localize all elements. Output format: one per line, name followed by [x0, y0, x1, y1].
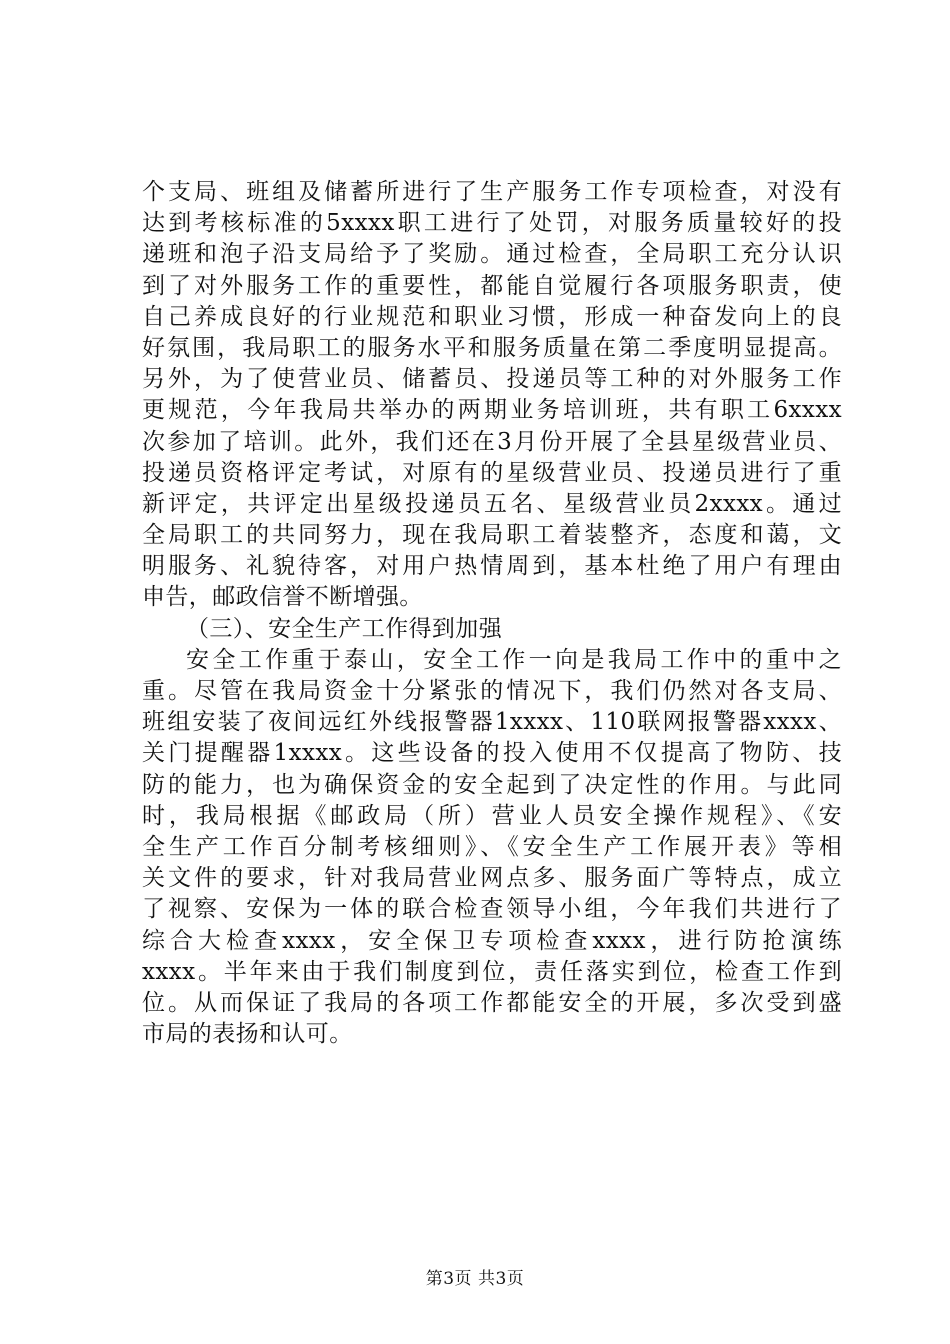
text-line: 防的能力，也为确保资金的安全起到了决定性的作用。与此同: [142, 771, 842, 798]
text-line: 时，我局根据《邮政局（所）营业人员安全操作规程》、《安: [142, 802, 842, 829]
text-line: 关门提醒器1xxxx。这些设备的投入使用不仅提高了物防、技: [142, 740, 842, 767]
text-line: 安全工作重于泰山，安全工作一向是我局工作中的重中之: [186, 646, 842, 673]
text-line: 关文件的要求，针对我局营业网点多、服务面广等特点，成立: [142, 865, 842, 892]
text-line: 重。尽管在我局资金十分紧张的情况下，我们仍然对各支局、: [142, 678, 842, 704]
text-line: 位。从而保证了我局的各项工作都能安全的开展，多次受到盛: [142, 989, 842, 1016]
document-body: [142, 177, 842, 1050]
text-line: 个支局、班组及储蓄所进行了生产服务工作专项检查，对没有: [142, 179, 842, 205]
text-line: 明服务、礼貌待客，对用户热情周到，基本杜绝了用户有理由: [142, 553, 842, 580]
text-line: 了视察、安保为一体的联合检查领导小组，今年我们共进行了: [142, 896, 842, 923]
text-line: xxxx。半年来由于我们制度到位，责任落实到位，检查工作到: [142, 958, 842, 985]
text-line: 好氛围，我局职工的服务水平和服务质量在第二季度明显提高。: [142, 334, 842, 361]
text-line: 投递员资格评定考试，对原有的星级营业员、投递员进行了重: [142, 459, 842, 486]
text-line: 全生产工作百分制考核细则》、《安全生产工作展开表》等相: [142, 833, 842, 860]
text-line: 自己养成良好的行业规范和职业习惯，形成一种奋发向上的良: [142, 303, 842, 330]
section-heading: （三）、安全生产工作得到加强: [186, 615, 503, 642]
text-line: 另外，为了使营业员、储蓄员、投递员等工种的对外服务工作: [142, 366, 842, 393]
text-line: 班组安装了夜间远红外线报警器1xxxx、110联网报警器xxxx、: [142, 709, 842, 736]
text-line: 更规范，今年我局共举办的两期业务培训班，共有职工6xxxx: [142, 397, 842, 424]
page-footer: 第3页 共3页: [425, 1269, 525, 1289]
text-line: 申告，邮政信誉不断增强。: [142, 584, 423, 611]
text-line: 递班和泡子沿支局给予了奖励。通过检查，全局职工充分认识: [142, 241, 842, 268]
text-line: 达到考核标准的5xxxx职工进行了处罚，对服务质量较好的投: [142, 210, 842, 237]
text-line: 新评定，共评定出星级投递员五名、星级营业员2xxxx。通过: [142, 490, 842, 517]
text-line: 到了对外服务工作的重要性，都能自觉履行各项服务职责，使: [142, 272, 842, 299]
text-line: 次参加了培训。此外，我们还在3月份开展了全县星级营业员、: [142, 428, 842, 455]
text-line: 全局职工的共同努力，现在我局职工着装整齐，态度和蔼，文: [142, 522, 842, 549]
text-line: 综合大检查xxxx，安全保卫专项检查xxxx，进行防抢演练: [142, 927, 842, 954]
text-line: 市局的表扬和认可。: [142, 1021, 353, 1048]
